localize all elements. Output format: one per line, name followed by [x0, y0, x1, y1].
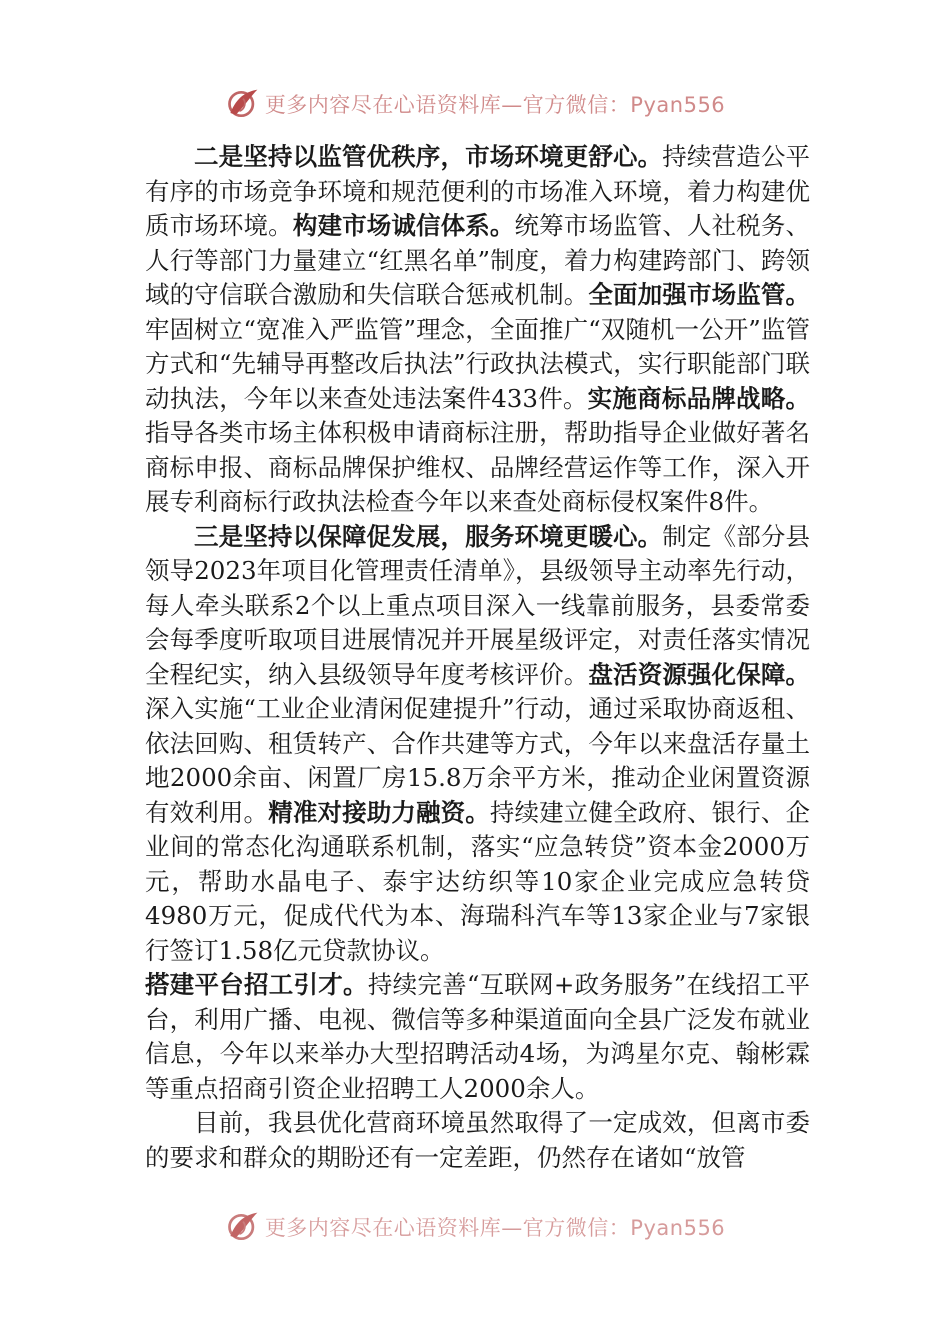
body-text: 统筹市场监管、人社税务、人行等部门力量建立“红黑名单”制度，着力构建跨部门、跨领域的守信联合激励和失信联合惩戒机制。 — [145, 211, 811, 309]
brush-logo-icon — [225, 86, 261, 122]
document-body — [145, 140, 810, 1175]
watermark-text: 更多内容尽在心语资料库—官方微信：Pyan556 — [264, 1216, 726, 1240]
brush-logo-icon — [225, 1209, 261, 1245]
body-text: 深入实施“工业企业清闲促建提升”行动，通过采取协商返租、依法回购、租赁转产、合作共建等方式，今年以来盘活存量土地2000余亩、闲置厂房15.8万余平方米，推动企业闲置资源有效利用。 — [145, 694, 810, 827]
bold-heading: 搭建平台招工引才。 — [145, 970, 368, 999]
body-text: 指导各类市场主体积极申请商标注册，帮助指导企业做好著名商标申报、商标品牌保护维权、品牌经营运作等工作，深入开展专利商标行政执法检查今年以来查处商标侵权案件8件。 — [145, 418, 810, 516]
watermark-text: 更多内容尽在心语资料库—官方微信：Pyan556 — [264, 93, 726, 117]
bold-heading: 盘活资源强化保障。 — [588, 659, 810, 689]
body-text: 持续营造公平有序的市场竞争环境和规范便利的市场准入环境，着力构建优质市场环境。 — [145, 142, 811, 240]
body-text: 持续完善“互联网+政务服务”在线招工平台，利用广播、电视、微信等多种渠道面向全县广泛发布就业信息，今年以来举办大型招聘活动4场，为鸿星尔克、翰彬霖等重点招商引资企业招聘工人2000余人。 — [145, 970, 811, 1103]
bold-heading: 全面加强市场监管。 — [588, 280, 810, 309]
watermark-header — [0, 84, 950, 124]
paragraph — [145, 140, 810, 520]
paragraph — [145, 968, 810, 1106]
body-text: 牢固树立“宽准入严监管”理念，全面推广“双随机一公开”监管方式和“先辅导再整改后执法”行政执法模式，实行职能部门联动执法，今年以来查处违法案件433件。 — [145, 314, 810, 413]
body-text: 目前，我县优化营商环境虽然取得了一定成效，但离市委的要求和群众的期盼还有一定差距，仍然存在诸如“放管 — [145, 1108, 810, 1172]
watermark-footer — [0, 1207, 950, 1247]
bold-heading: 二是坚持以监管优秩序，市场环境更舒心。 — [194, 142, 663, 171]
bold-heading: 三是坚持以保障促发展，服务环境更暖心。 — [194, 521, 663, 551]
body-text: 持续建立健全政府、银行、企业间的常态化沟通联系机制，落实“应急转贷”资本金2000万元，帮助水晶电子、泰宇达纺织等10家企业完成应急转贷4980万元，促成代代为本、海瑞科汽车等13家企业与7家银行签订1.58亿元贷款协议。 — [145, 797, 811, 965]
bold-heading: 构建市场诚信体系。 — [292, 211, 515, 240]
bold-heading: 精准对接助力融资。 — [268, 797, 490, 827]
bold-heading: 实施商标品牌战略。 — [587, 383, 811, 413]
paragraph — [145, 520, 810, 969]
body-text: 制定《部分县领导2023年项目化管理责任清单》，县级领导主动率先行动，每人牵头联系2个以上重点项目深入一线靠前服务，县委常委会每季度听取项目进展情况并开展星级评定，对责任落实情况全程纪实，纳入县级领导年度考核评价。 — [145, 521, 811, 689]
paragraph — [145, 1106, 810, 1175]
